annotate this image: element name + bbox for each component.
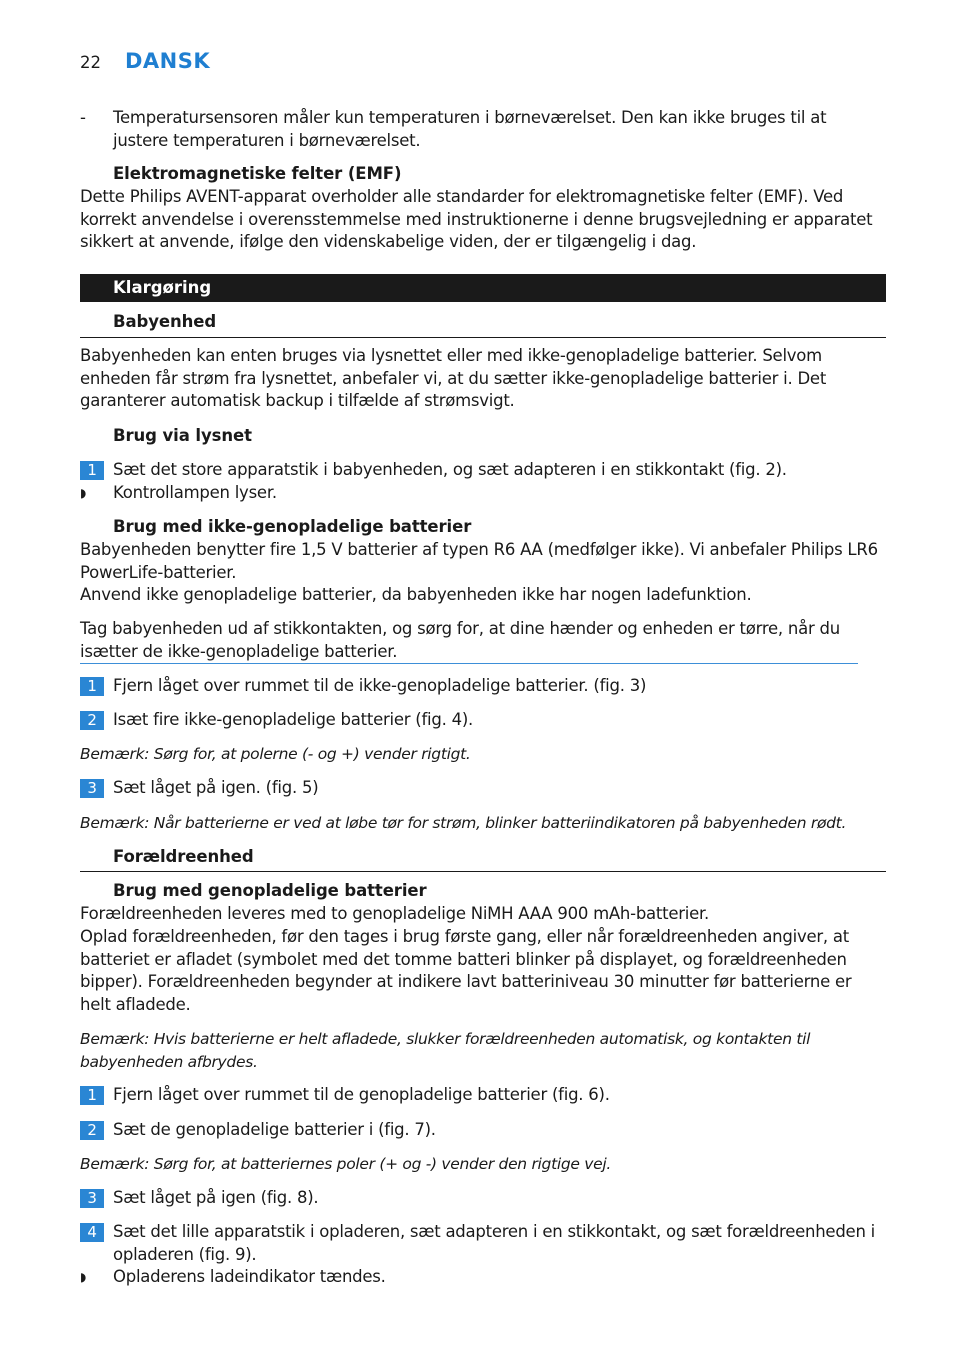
rechargeable-result [80, 1266, 886, 1289]
mains-step-1 [80, 459, 886, 482]
step-number: 1 [80, 461, 104, 480]
note-battery-poles: Bemærk: Sørg for, at batteriernes poler (+ og -) vender den rigtige vej. [80, 1155, 611, 1173]
nonrechargeable-heading: Brug med ikke-genopladelige batterier [113, 517, 472, 536]
emf-heading: Elektromagnetiske felter (EMF) [113, 164, 402, 183]
nonrechargeable-step-1 [80, 675, 886, 698]
step-text: Sæt låget på igen. (fig. 5) [113, 778, 319, 797]
step-text: Fjern låget over rummet til de genopladelige batterier (fig. 6). [113, 1085, 610, 1104]
step-number: 4 [80, 1223, 104, 1242]
step-text: Isæt fire ikke-genopladelige batterier (fig. 4). [113, 710, 474, 729]
dash-marker: - [80, 108, 86, 127]
result-text: Opladerens ladeindikator tændes. [113, 1267, 386, 1286]
page-header [80, 49, 210, 73]
step-text: Fjern låget over rummet til de ikke-genopladelige batterier. (fig. 3) [113, 676, 647, 695]
foraeldreenhed-heading: Forældreenhed [80, 846, 886, 872]
step-number: 3 [80, 779, 104, 798]
step-number: 2 [80, 1121, 104, 1140]
step-text: Sæt de genopladelige batterier i (fig. 7). [113, 1120, 436, 1139]
mains-result [80, 482, 886, 505]
result-text: Kontrollampen lyser. [113, 483, 277, 502]
step-number: 1 [80, 1086, 104, 1105]
language-title: DANSK [125, 49, 211, 73]
nonrechargeable-step-3 [80, 777, 886, 800]
dash-item-text: Temperatursensoren måler kun temperaturen i børneværelset. Den kan ikke bruges til at justere temperaturen i børneværelset. [113, 108, 827, 150]
rechargeable-step-2 [80, 1119, 886, 1142]
emf-text: Dette Philips AVENT-apparat overholder alle standarder for elektromagnetiske felter (EMF). Ved korrekt anvendelse i overensstemmelse med instruktionerne i denne brugsvejledning er apparatet sikkert at anvende, ifølge den videnskabelige viden, der er tilgængelig i dag. [80, 187, 873, 252]
nonrechargeable-text-2: Anvend ikke genopladelige batterier, da babyenheden ikke har nogen ladefunktion. [80, 585, 752, 604]
result-bullet-icon: ◗ [80, 486, 87, 500]
step-text: Sæt låget på igen (fig. 8). [113, 1188, 319, 1207]
rechargeable-step-3 [80, 1187, 886, 1210]
warning-text: Tag babyenheden ud af stikkontakten, og sørg for, at dine hænder og enheden er tørre, når du isætter de ikke-genopladelige batterier. [80, 618, 858, 664]
babyenhed-text: Babyenheden kan enten bruges via lysnettet eller med ikke-genopladelige batterier. Selvom enheden får strøm fra lysnettet, anbefaler vi, at du sætter ikke-genopladelige batterier i. Det garanterer automatisk backup i tilfælde af strømsvigt. [80, 346, 827, 411]
rechargeable-text-1: Forældreenheden leveres med to genopladelige NiMH AAA 900 mAh-batterier. [80, 904, 710, 923]
rechargeable-text-2: Oplad forældreenheden, før den tages i brug første gang, eller når forældreenheden angiver, at batteriet er afladet (symbolet med det tomme batteri blinker på displayet, og forældreenheden bipper). Forældreenheden begynder at indikere lavt batteriniveau 30 minutter før batterierne er helt afladede. [80, 927, 852, 1014]
result-bullet-icon: ◗ [80, 1270, 87, 1284]
note-battery-low: Bemærk: Når batterierne er ved at løbe tør for strøm, blinker batteriindikatoren på babyenheden rødt. [80, 814, 847, 832]
step-number: 1 [80, 677, 104, 696]
nonrechargeable-text-1: Babyenheden benytter fire 1,5 V batterier af typen R6 AA (medfølger ikke). Vi anbefaler Philips LR6 PowerLife-batterier. [80, 540, 878, 582]
rechargeable-step-1 [80, 1084, 886, 1107]
step-number: 2 [80, 711, 104, 730]
nonrechargeable-step-2 [80, 709, 886, 732]
step-number: 3 [80, 1189, 104, 1208]
note-fully-discharged: Bemærk: Hvis batterierne er helt afladede, slukker forældreenheden automatisk, og kontakten til babyenheden afbrydes. [80, 1030, 811, 1071]
rechargeable-heading: Brug med genopladelige batterier [113, 881, 427, 900]
section-bar-klargoring: Klargøring [80, 274, 886, 302]
step-text: Sæt det lille apparatstik i opladeren, sæt adapteren i en stikkontakt, og sæt forældreenheden i opladeren (fig. 9). [113, 1222, 875, 1264]
rechargeable-step-4 [80, 1221, 886, 1266]
step-text: Sæt det store apparatstik i babyenheden, og sæt adapteren i en stikkontakt (fig. 2). [113, 460, 787, 479]
note-polarity: Bemærk: Sørg for, at polerne (- og +) vender rigtigt. [80, 745, 471, 763]
dash-list-item [80, 107, 886, 152]
babyenhed-heading: Babyenhed [80, 311, 886, 338]
mains-heading: Brug via lysnet [113, 426, 252, 445]
page-number: 22 [80, 53, 101, 72]
